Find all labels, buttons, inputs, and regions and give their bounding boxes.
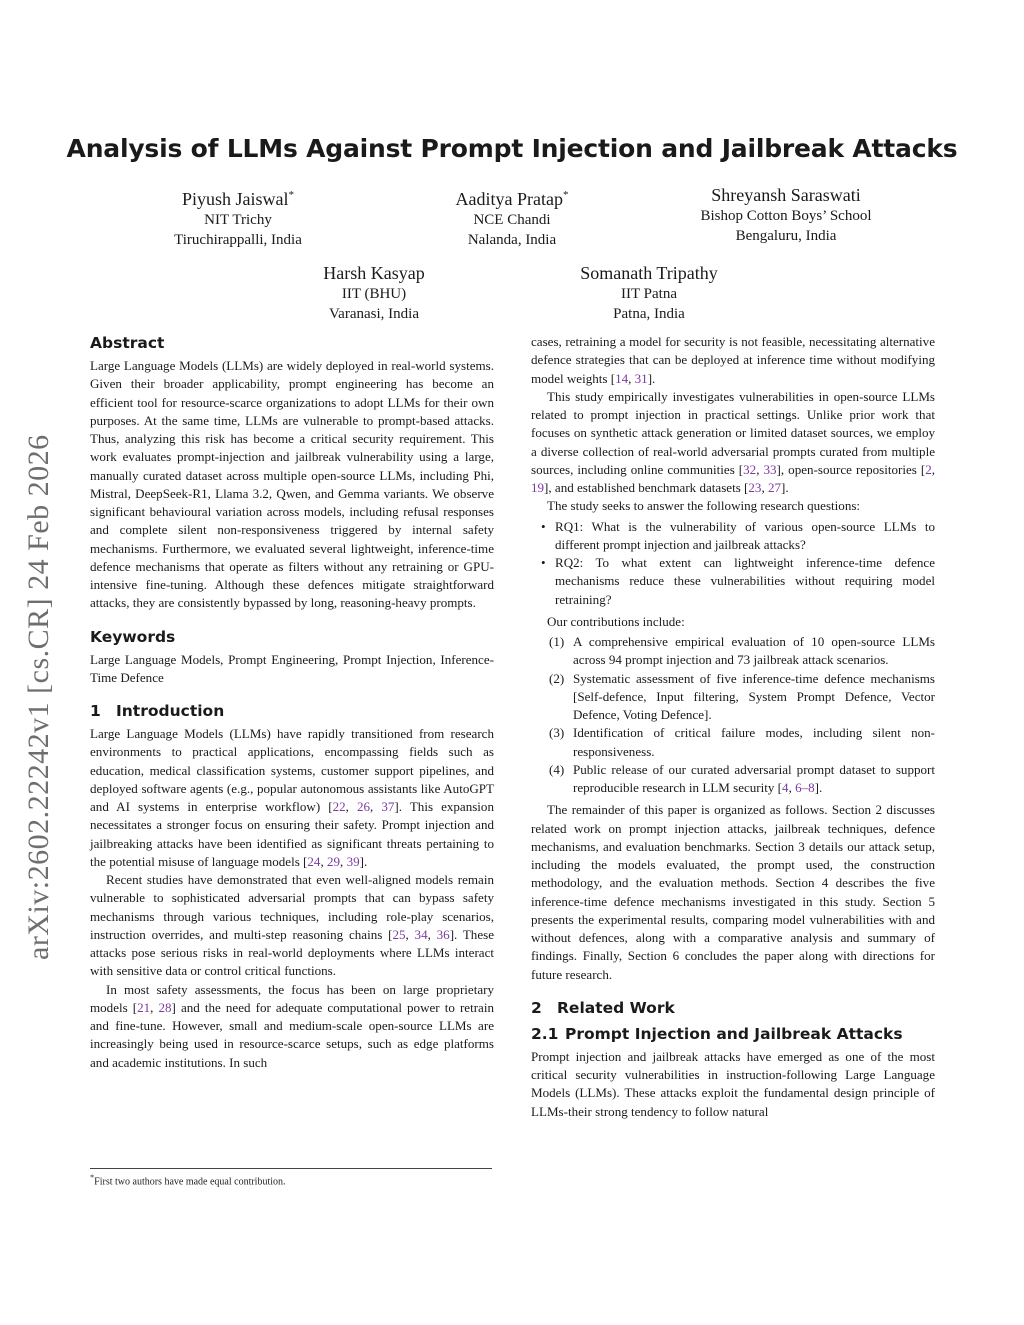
citation-link[interactable]: 19 (531, 480, 545, 495)
right-paragraph-2: This study empirically investigates vulnerabilities in open-source LLMs related to prompt injection in practical settings. Unlike prior work that focuses on synthetic attack generation or limited dataset sources, we employ a diverse collection of real-world adversarial prompts curated from multiple sources, including online communities [32, 33], open-source repositories [2, 19], and established benchmark datasets [23, 27]. (531, 388, 935, 495)
author-location: Tiruchirappalli, India (174, 232, 302, 248)
author-name: Piyush Jaiswal (181, 189, 289, 209)
citation-link[interactable]: 33 (763, 461, 777, 477)
author-affiliation: IIT (BHU) (341, 286, 407, 302)
right-column (531, 333, 935, 1121)
list-item: (3) Identification of critical failure modes, including silent non-responsiveness. (549, 725, 935, 759)
citation-link[interactable]: 6–8 (795, 780, 815, 795)
author-name: Aaditya Pratap (455, 189, 563, 209)
author-location: Varanasi, India (329, 306, 419, 322)
paper-organization-paragraph: The remainder of this paper is organized as follows. Section 2 discusses related work on prompt injection attacks, jailbreak techniques, defence mechanisms, and evaluation benchmarks. Section 3 details our attack setup, including the models evaluated, the prompt used, the construction methodology, and the evaluation methods. Section 4 describes the five inference-time defence mechanisms investigated in this study. Section 5 presents the experimental results, comparing model vulnerabilities with and without defences, along with a comparative analysis and summary of findings. Finally, Section 6 concludes the paper along with directions for future research. (531, 802, 935, 982)
related-work-paragraph: Prompt injection and jailbreak attacks have emerged as one of the most critical security vulnerabilities in instruction-following Large Language Models (LLMs). These attacks exploit the fundamental design principle of LLMs-their strong tendency to follow natural (531, 1048, 935, 1119)
author-name: Somanath Tripathy (580, 263, 718, 283)
list-item: (2) Systematic assessment of five inference-time defence mechanisms [Self-defence, Input filtering, System Prompt Defence, Vector Defence, Voting Defence]. (549, 670, 935, 722)
author-3 (636, 184, 936, 246)
author-2 (362, 184, 662, 250)
citation-link[interactable]: 26 (356, 799, 371, 814)
citation-link[interactable]: 32 (743, 461, 757, 477)
citation-link[interactable]: 21 (137, 999, 151, 1015)
author-4 (224, 262, 524, 324)
footnote (90, 1173, 286, 1187)
citation-link[interactable]: 27 (767, 480, 782, 495)
citation-link[interactable]: 2 (925, 461, 932, 477)
list-item: (1) A comprehensive empirical evaluation of 10 open-source LLMs across 94 prompt injection and 73 jailbreak attack scenarios. (549, 634, 935, 668)
citation-link[interactable]: 37 (381, 799, 395, 814)
author-affiliation: Bishop Cotton Boys’ School (700, 208, 872, 224)
author-mark: * (562, 189, 569, 201)
left-column (90, 333, 494, 1072)
related-work-heading (531, 998, 935, 1018)
citation-link[interactable]: 22 (332, 799, 346, 814)
citation-link[interactable]: 24 (307, 853, 321, 869)
footnote-text: First two authors have made equal contribution. (94, 1176, 286, 1188)
abstract-text: Large Language Models (LLMs) are widely deployed in real-world systems. Given their broader applicability, prompt engineering has become an efficient tool for resource-scarce organizations to adopt LLMs for their own purposes. At the same time, LLMs are vulnerable to prompt-based attacks. Thus, analyzing this risk has become a critical security requirement. This work evaluates prompt-injection and jailbreak vulnerability using a large, manually curated dataset across multiple open-source LLMs, including Phi, Mistral, DeepSeek-R1, Llama 3.2, Qwen, and Gemma variants. We observe significant behavioural variation across models, including refusal responses and complete silent non-responsiveness triggered by internal safety mechanisms. Furthermore, we evaluated several lightweight, inference-time defence mechanisms that operate as filters without any retraining or GPU-intensive fine-tuning. Although these defences mitigate straightforward attacks, they are consistently bypassed by long, reasoning-heavy prompts. (90, 358, 494, 611)
author-affiliation: NCE Chandi (473, 212, 551, 228)
right-paragraph-1: cases, retraining a model for security is not feasible, necessitating alternative defence strategies that can be deployed at inference time without modifying model weights [14, 31]. (531, 334, 935, 386)
author-mark: * (288, 189, 294, 201)
citation-link[interactable]: 39 (346, 853, 360, 869)
section-title: Prompt Injection and Jailbreak Attacks (565, 1024, 903, 1043)
citation-link[interactable]: 4 (782, 780, 789, 795)
section-number: 2.1 (531, 1024, 559, 1043)
citation-link[interactable]: 36 (436, 926, 450, 942)
keywords-text: Large Language Models, Prompt Engineering, Prompt Injection, Inference-Time Defence (90, 651, 494, 685)
contributions-list (531, 633, 935, 797)
author-location: Bengaluru, India (735, 228, 837, 244)
author-location: Nalanda, India (467, 232, 557, 248)
citation-link[interactable]: 28 (158, 999, 172, 1015)
footnote-divider (90, 1168, 492, 1169)
author-5 (499, 262, 799, 324)
research-questions-intro: The study seeks to answer the following research questions: (547, 498, 861, 514)
section-title: Introduction (116, 702, 225, 720)
footnote-mark: * (90, 1173, 95, 1182)
author-name: Shreyansh Saraswati (711, 185, 861, 205)
section-number: 2 (531, 998, 542, 1017)
list-item: • RQ2: To what extent can lightweight inference-time defence mechanisms reduce these vulnerabilities without requiring model retraining? (555, 554, 935, 609)
paper-title: Analysis of LLMs Against Prompt Injection and Jailbreak Attacks (66, 134, 958, 163)
section-number: 1 (90, 702, 101, 720)
subsection-heading (531, 1024, 935, 1044)
author-affiliation: NIT Trichy (204, 212, 272, 228)
keywords-heading: Keywords (90, 627, 176, 646)
intro-paragraph-1: Large Language Models (LLMs) have rapidly transitioned from research environments to practical applications, encompassing fields such as education, medical classification systems, customer support pipelines, and deployed software agents (e.g., popular autonomous assistants like AutoGPT and AI systems in enterprise workflow) [22, 26, 37]. This expansion necessitates a stronger focus on ensuring their safety. Prompt injection and jailbreaking attacks have been identified as significant threats pertaining to the potential misuse of language models [24, 29, 39]. (90, 726, 494, 869)
citation-link[interactable]: 29 (326, 853, 341, 869)
research-questions-list (531, 518, 935, 609)
author-location: Patna, India (613, 306, 685, 322)
author-name: Harsh Kasyap (323, 263, 425, 283)
citation-link[interactable]: 34 (414, 926, 428, 942)
intro-paragraph-2: Recent studies have demonstrated that even well-aligned models remain vulnerable to sophisticated adversarial prompts that can bypass safety mechanisms through various techniques, including role-play scenarios, instruction overrides, and multi-step reasoning chains [25, 34, 36]. These attacks pose serious risks in real-world deployments where LLMs interact with sensitive data or control critical functions. (90, 872, 494, 979)
arxiv-identifier: arXiv:2602.22242v1 [cs.CR] 24 Feb 2026 (22, 434, 55, 960)
citation-link[interactable]: 23 (748, 480, 762, 495)
contributions-intro: Our contributions include: (547, 613, 685, 629)
citation-link[interactable]: 14 (615, 370, 629, 386)
introduction-heading (90, 701, 494, 721)
author-1 (88, 184, 388, 250)
citation-link[interactable]: 31 (634, 370, 648, 386)
citation-link[interactable]: 25 (392, 926, 406, 942)
intro-paragraph-3: In most safety assessments, the focus has been on large proprietary models [21, 28] and the need for adequate computational power to retrain and fine-tune. However, small and medium-scale open-source LLMs are increasingly being used in resource-scarce setups, such as edge platforms and academic institutions. In such (90, 981, 494, 1070)
section-title: Related Work (557, 998, 675, 1017)
list-item: • RQ1: What is the vulnerability of various open-source LLMs to different prompt injection and jailbreak attacks? (555, 518, 935, 555)
author-affiliation: IIT Patna (621, 286, 677, 302)
abstract-heading: Abstract (90, 334, 165, 352)
list-item: (4) Public release of our curated adversarial prompt dataset to support reproducible research in LLM security [4, 6–8]. (549, 761, 935, 795)
